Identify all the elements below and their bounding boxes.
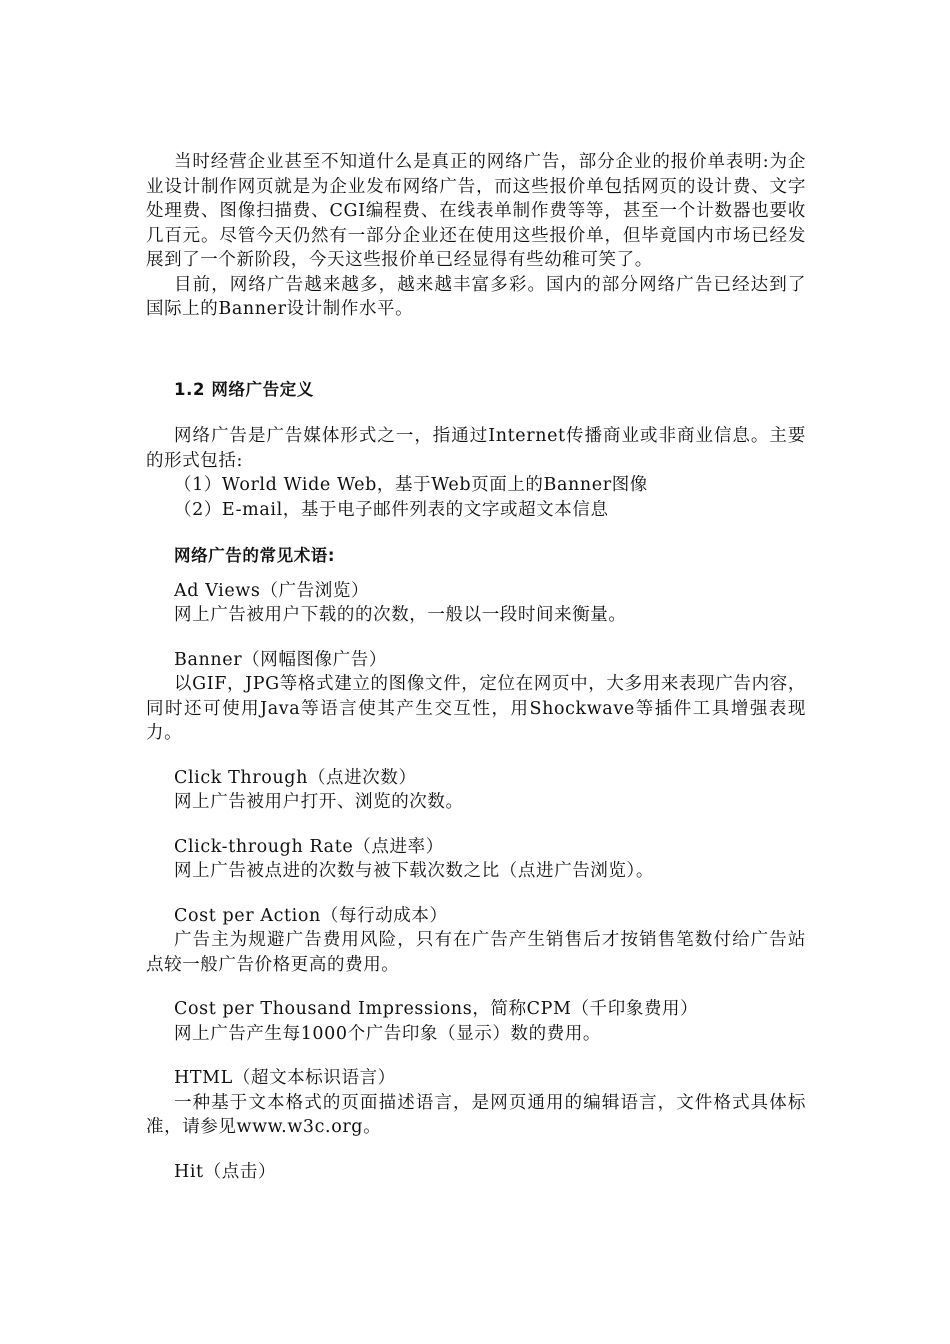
term-cpm (146, 997, 806, 1046)
term-click-through-rate (146, 835, 806, 884)
term-cost-per-action (146, 904, 806, 978)
term-title: Click Through（点进次数） (174, 767, 417, 788)
term-description: 网上广告被用户下载的的次数，一般以一段时间来衡量。 (174, 605, 627, 625)
term-banner (146, 648, 806, 746)
intro-paragraph-2: 目前，网络广告越来越多，越来越丰富多彩。国内的部分网络广告已经达到了国际上的Banner设计制作水平。 (146, 274, 806, 319)
term-title: Ad Views（广告浏览） (174, 580, 370, 601)
form-item-1: （1）World Wide Web，基于Web页面上的Banner图像 (174, 475, 648, 495)
term-title: HTML（超文本标识语言） (174, 1068, 396, 1088)
term-click-through (146, 766, 806, 815)
term-title: Hit（点击） (174, 1161, 277, 1182)
term-description: 网上广告被点进的次数与被下载次数之比（点进广告浏览）。 (174, 861, 654, 881)
term-ad-views (146, 579, 806, 628)
term-description: 广告主为规避广告费用风险，只有在广告产生销售后才按销售笔数付给广告站点较一般广告价格更高的费用。 (146, 930, 806, 975)
document-page (146, 150, 806, 1184)
term-hit (146, 1160, 806, 1185)
term-title: Click-through Rate（点进率） (174, 836, 444, 857)
term-html (146, 1066, 806, 1140)
definition-paragraph: 网络广告是广告媒体形式之一，指通过Internet传播商业或非商业信息。主要的形式包括: (146, 426, 806, 471)
term-title: Cost per Thousand Impressions，简称CPM（千印象费用） (174, 999, 699, 1019)
term-description: 以GIF，JPG等格式建立的图像文件，定位在网页中，大多用来表现广告内容，同时还可使用Java等语言使其产生交互性，用Shockwave等插件工具增强表现力。 (146, 674, 806, 743)
terms-heading: 网络广告的常见术语: (174, 546, 336, 565)
intro-paragraph-1: 当时经营企业甚至不知道什么是真正的网络广告，部分企业的报价单表明:为企业设计制作网页就是为企业发布网络广告，而这些报价单包括网页的设计费、文字处理费、图像扫描费、CGI编程费、在线表单制作费等等，甚至一个计数器也要收几百元。尽管今天仍然有一部分企业还在使用这些报价单，但毕竟国内市场已经发展到了一个新阶段，今天这些报价单已经显得有些幼稚可笑了。 (146, 152, 806, 270)
term-description: 网上广告产生每1000个广告印象（显示）数的费用。 (174, 1023, 602, 1044)
section-heading: 1.2 网络广告定义 (174, 379, 314, 399)
term-description: 一种基于文本格式的页面描述语言，是网页通用的编辑语言，文件格式具体标准，请参见www.w3c.org。 (146, 1092, 806, 1137)
form-item-2: （2）E-mail，基于电子邮件列表的文字或超文本信息 (174, 499, 609, 520)
term-title: Cost per Action（每行动成本） (174, 905, 448, 926)
term-title: Banner（网幅图像广告） (174, 649, 387, 670)
term-description: 网上广告被用户打开、浏览的次数。 (174, 792, 464, 812)
